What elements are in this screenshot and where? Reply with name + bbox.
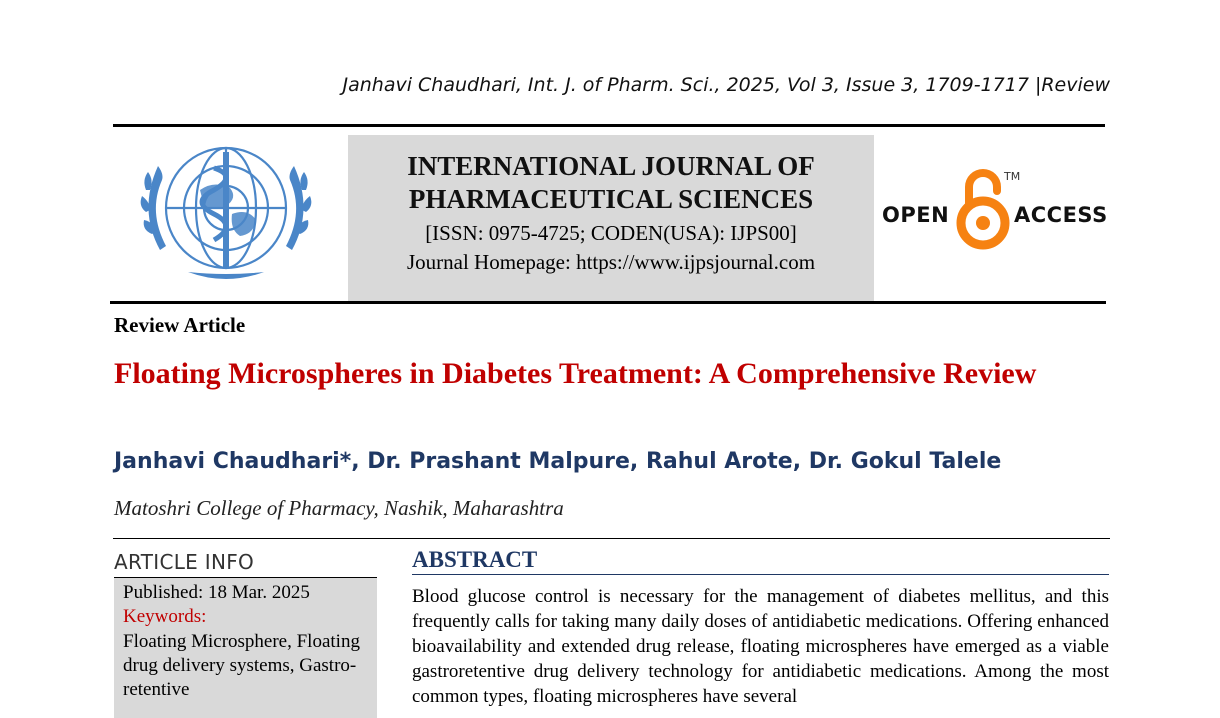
open-access-word-access: ACCESS — [1014, 203, 1108, 227]
running-header: Janhavi Chaudhari, Int. J. of Pharm. Sci., 2025, Vol 3, Issue 3, 1709-1717 |Review — [342, 74, 1110, 96]
abstract-underline — [412, 574, 1109, 575]
article-info-heading: ARTICLE INFO — [114, 550, 255, 574]
journal-name — [348, 150, 874, 216]
abstract-heading: ABSTRACT — [412, 547, 538, 572]
section-divider — [113, 538, 1110, 539]
article-authors: Janhavi Chaudhari*, Dr. Prashant Malpure, Rahul Arote, Dr. Gokul Talele — [114, 449, 1002, 474]
article-title: Floating Microspheres in Diabetes Treatment: A Comprehensive Review — [114, 357, 1037, 390]
who-emblem-logo — [128, 138, 324, 282]
open-access-trademark: TM — [1004, 170, 1021, 183]
abstract-text: Blood glucose control is necessary for the management of diabetes mellitus, and this frequently calls for taking many daily doses of antidiabetic medications. Offering enhanced bioavailability and extended drug release, floating microspheres have emerged as a viable gastroretentive drug delivery technology for antidiabetic medications. Among the most common types, floating microspheres have several — [412, 586, 1109, 707]
published-date: Published: 18 Mar. 2025 — [123, 582, 310, 603]
article-type: Review Article — [114, 313, 246, 337]
keywords-label: Keywords: — [123, 606, 207, 627]
journal-title-box — [348, 135, 874, 301]
open-access-lock-icon — [955, 165, 1011, 251]
journal-issn: [ISSN: 0975-4725; CODEN(USA): IJPS00] — [425, 221, 797, 245]
journal-name-line2: PHARMACEUTICAL SCIENCES — [408, 184, 814, 214]
open-access-word-open: OPEN — [882, 203, 950, 227]
keywords-list: Floating Microsphere, Floating drug delivery systems, Gastro-retentive — [123, 631, 360, 700]
article-info-box — [114, 577, 377, 718]
author-affiliation: Matoshri College of Pharmacy, Nashik, Maharashtra — [114, 496, 564, 520]
journal-homepage-link[interactable]: Journal Homepage: https://www.ijpsjournal.com — [406, 250, 816, 274]
header-rule-bottom — [110, 301, 1106, 304]
header-rule-top — [113, 124, 1105, 127]
journal-name-line1: INTERNATIONAL JOURNAL OF — [407, 151, 815, 181]
